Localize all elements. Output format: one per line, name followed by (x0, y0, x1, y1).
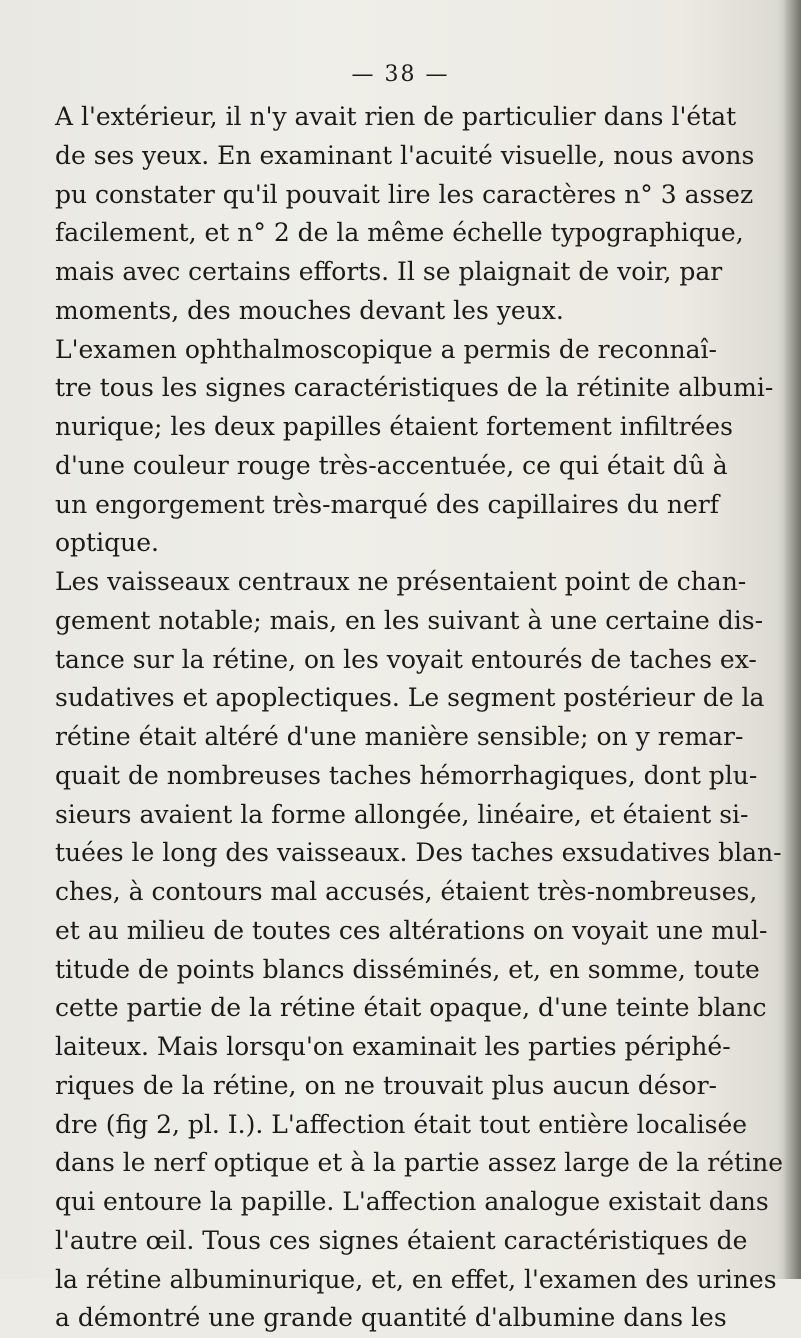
text-line: la rétine albuminurique, et, en effet, l'examen des urines (55, 1264, 777, 1294)
text-line: tance sur la rétine, on les voyait entourés de taches ex- (55, 644, 757, 674)
text-line: sudatives et apoplectiques. Le segment postérieur de la (55, 683, 765, 713)
text-line: qui entoure la papille. L'affection analogue existait dans (55, 1187, 769, 1216)
text-line: dans le nerf optique et à la partie assez large de la rétine (55, 1148, 783, 1178)
text-line: l'autre œil. Tous ces signes étaient caractéristiques de (55, 1225, 748, 1255)
text-line: tre tous les signes caractéristiques de la rétinite albumi- (55, 373, 774, 403)
text-line: tuées le long des vaisseaux. Des taches exsudatives blan- (55, 838, 782, 868)
text-line: et au milieu de toutes ces altérations on voyait une mul- (55, 915, 768, 945)
text-line: riques de la rétine, on ne trouvait plus aucun désor- (55, 1070, 717, 1100)
text-line: de ses yeux. En examinant l'acuité visuelle, nous avons (55, 140, 755, 170)
text-line: a démontré une grande quantité d'albumine dans les (55, 1303, 727, 1333)
text-line: A l'extérieur, il n'y avait rien de particulier dans l'état (55, 102, 737, 131)
text-line: titude de points blancs disséminés, et, en somme, toute (55, 954, 760, 984)
text-line: dre (fig 2, pl. I.). L'affection était tout entière localisée (55, 1109, 748, 1139)
text-line: L'examen ophthalmoscopique a permis de reconnaî- (55, 334, 717, 364)
text-line: ches, à contours mal accusés, étaient très-nombreuses, (55, 877, 758, 906)
text-line: gement notable; mais, en les suivant à une certaine dis- (55, 605, 764, 635)
page-edge-shadow (783, 0, 801, 1279)
text-line: moments, des mouches devant les yeux. (55, 295, 564, 325)
text-line: rétine était altéré d'une manière sensible; on y remar- (55, 722, 744, 751)
body-text (55, 98, 783, 1338)
text-line: optique. (55, 528, 159, 558)
page-number: — 38 — (351, 62, 450, 87)
text-line: pu constater qu'il pouvait lire les caractères n° 3 assez (55, 179, 754, 209)
text-line: nurique; les deux papilles étaient fortement infiltrées (55, 412, 733, 441)
text-line: cette partie de la rétine était opaque, d'une teinte blanc (55, 993, 767, 1023)
text-line: quait de nombreuses taches hémorrhagiques, dont plu- (55, 760, 758, 790)
text-line: d'une couleur rouge très-accentuée, ce qui était dû à (55, 450, 728, 480)
text-line: mais avec certains efforts. Il se plaignait de voir, par (55, 257, 723, 286)
text-line: laiteux. Mais lorsqu'on examinait les parties périphé- (55, 1032, 731, 1061)
text-line: facilement, et n° 2 de la même échelle typographique, (55, 218, 744, 248)
text-line: sieurs avaient la forme allongée, linéaire, et étaient si- (55, 799, 749, 829)
text-line: un engorgement très-marqué des capillaires du nerf (55, 489, 719, 519)
text-line: Les vaisseaux centraux ne présentaient point de chan- (55, 567, 747, 596)
